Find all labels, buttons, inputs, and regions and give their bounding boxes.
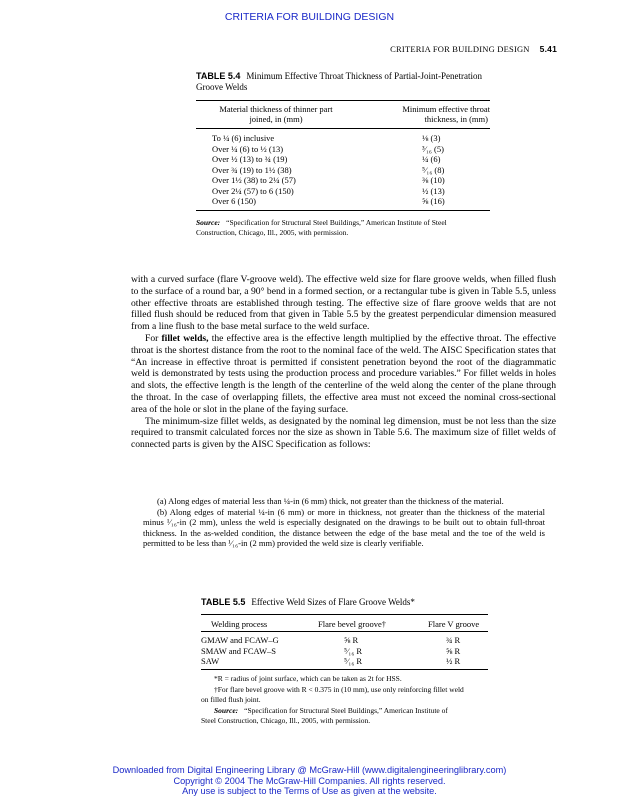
table-5-4-header-material [196, 104, 356, 124]
table-5-5-header-vgroove: Flare V groove [428, 619, 480, 629]
source-text-2: Construction, Chicago, Ill., 2005, with permission. [196, 228, 349, 237]
table-cell: ¾ R [446, 635, 461, 645]
table-5-5-caption [201, 597, 501, 608]
table-cell: ⁵⁄₁₆ R [344, 656, 363, 666]
header-material-line2: joined, in (mm) [249, 114, 303, 124]
table-row: Over 1½ (38) to 2¼ (57) [212, 175, 296, 185]
table-cell: ⁵⁄₁₆ (8) [422, 164, 445, 175]
table-row: GMAW and FCAW–G [201, 635, 279, 645]
table-5-4-source [196, 218, 494, 238]
table-cell: ½ R [446, 656, 461, 666]
table-cell: ⅜ (10) [422, 175, 445, 185]
table-cell: ⅛ (3) [422, 133, 441, 143]
source-text-2: Steel Construction, Chicago, Ill., 2005, with permission. [201, 716, 371, 725]
source-label: Source: [214, 706, 239, 715]
table-row: SAW [201, 656, 220, 666]
page-number: 5.41 [539, 44, 557, 54]
top-banner: CRITERIA FOR BUILDING DESIGN [224, 11, 395, 23]
table-5-4-header-rule [196, 128, 490, 129]
header-throat-line1: Minimum effective throat [402, 104, 490, 114]
table-5-4-header-throat [370, 104, 490, 124]
running-head-title: CRITERIA FOR BUILDING DESIGN [390, 44, 530, 54]
table-cell: ⅝ (16) [422, 196, 445, 206]
table-5-5-header-process: Welding process [211, 619, 268, 629]
table-5-5-source [201, 706, 493, 726]
table-row: Over ¼ (6) to ½ (13) [212, 143, 284, 154]
paragraph-1: with a curved surface (flare V-groove weld). The effective weld size for flare groove welds, when filled flush to the surface of a round bar, a 90° bend in a formed section, or a rectangular tube is given in Table 5.5, unless other effective throats are established through testing. The effective size of flare groove welds that are not filled flush should be reduced from that given in Table 5.5 by the greatest perpendicular dimension measured from a line flush to the base metal surface to the weld surface. [131, 274, 556, 333]
paragraph-2 [131, 333, 556, 416]
table-cell: ½ (13) [422, 185, 445, 196]
table-cell: ⅝ R [446, 645, 461, 656]
paragraph-3: The minimum-size fillet welds, as designated by the nominal leg dimension, must be not less than the size required to transmit calculated forces nor the size as shown in Table 5.6. The maximum size of fillet welds of connected parts is given by the AISC Specification as follows: [131, 415, 556, 451]
running-head [390, 44, 557, 54]
list-item-a: (a) Along edges of material less than ¼-in (6 mm) thick, not greater than the thickness of the material. [157, 496, 504, 506]
table-5-4-title-2: Groove Welds [196, 82, 248, 92]
para2-rest: the effective area is the effective length multiplied by the effective throat. The effective throat is the shortest distance from the root to the nominal face of the weld. The AISC Specification states that “An increase in effective throat is permitted if consistent penetration beyond the root of the diagrammatic weld is demonstrated by tests using the production process and procedure variables.” For fillet welds in holes and slots, the effective length is the length of the centerline of the weld along the center of the plane through the throat. In the case of overlapping fillets, the effective area must not exceed the nominal cross-sectional area of the hole or slot in the plane of the faying surface. [131, 332, 556, 415]
table-5-4-caption [196, 71, 526, 93]
table-cell: ³⁄₁₆ (5) [422, 143, 444, 154]
bottom-banner [0, 765, 619, 797]
note-2-line-1: †For flare bevel groove with R < 0.375 in (10 mm), use only reinforcing fillet weld [214, 685, 464, 694]
table-5-5-header-bevel: Flare bevel groove† [318, 619, 386, 629]
para2-term: fillet welds, [161, 332, 209, 344]
table-row: Over 2¼ (57) to 6 (150) [212, 185, 294, 196]
source-text-1: “Specification for Structural Steel Buildings,” American Institute of Steel [226, 218, 447, 227]
table-5-5-note-1: *R = radius of joint surface, which can be taken as 2t for HSS. [214, 674, 402, 683]
table-cell: ¼ (6) [422, 154, 441, 164]
table-row: SMAW and FCAW–S [201, 645, 276, 656]
terms-notice: Any use is subject to the Terms of Use as given at the website. [182, 786, 437, 796]
table-5-5-header-rule [201, 631, 488, 632]
table-5-5-bottom-rule [201, 669, 488, 670]
copyright-notice: Copyright © 2004 The McGraw-Hill Companies. All rights reserved. [173, 775, 446, 786]
header-throat-line2: thickness, in (mm) [424, 114, 488, 124]
table-5-5-label: TABLE 5.5 [201, 597, 246, 607]
table-5-4-top-rule [196, 100, 490, 101]
table-row: To ¼ (6) inclusive [212, 133, 275, 143]
table-5-5-title: Effective Weld Sizes of Flare Groove Welds* [251, 597, 415, 607]
table-5-4-title-1: Minimum Effective Throat Thickness of Partial-Joint-Penetration [246, 71, 483, 81]
para2-lead: For [145, 332, 159, 344]
table-5-5-top-rule [201, 614, 488, 615]
list-item-b: (b) Along edges of material ¼-in (6 mm) or more in thickness, not greater than the thickness of the material minus ¹⁄₁₆-in (2 mm), unless the weld is especially designated on the drawings to be built out to obtain full-throat thickness. In the as-welded condition, the distance between the edge of the base metal and the toe of the weld is permitted to be less than ¹⁄₁₆-in (2 mm) provided the weld size is clearly verifiable. [143, 506, 545, 549]
body-text [131, 274, 556, 451]
header-material-line1: Material thickness of thinner part [219, 104, 333, 114]
table-5-4-label: TABLE 5.4 [196, 71, 241, 81]
table-row: Over ¾ (19) to 1½ (38) [212, 164, 292, 175]
table-cell: ⁵⁄₁₆ R [344, 645, 363, 656]
aisc-list [143, 496, 545, 549]
table-5-5-note-2 [201, 685, 493, 705]
source-label: Source: [196, 218, 221, 227]
table-cell: ⅝ R [344, 635, 359, 645]
table-row: Over ½ (13) to ¾ (19) [212, 154, 288, 164]
download-notice-link[interactable]: Downloaded from Digital Engineering Library @ McGraw-Hill (www.digitalengineeringlibrary.com) [112, 765, 507, 775]
note-2-line-2: on filled flush joint. [201, 695, 261, 704]
source-text-1: “Specification for Structural Steel Buildings,” American Institute of [244, 706, 448, 715]
table-5-4-bottom-rule [196, 210, 490, 211]
table-row: Over 6 (150) [212, 196, 256, 206]
